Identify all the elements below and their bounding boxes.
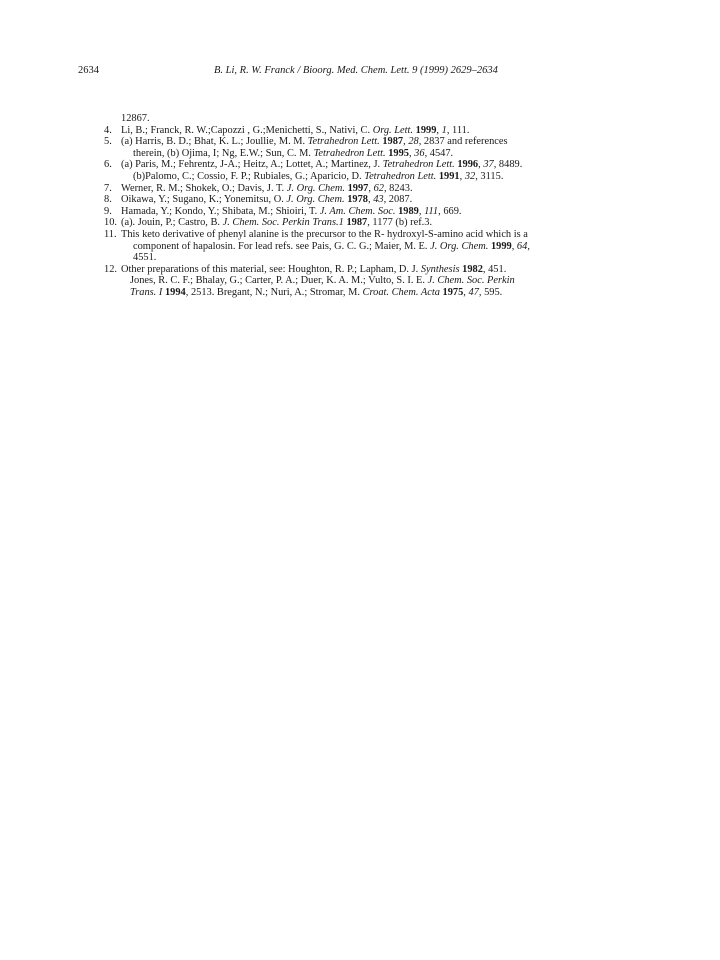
ref6-pages-a: 8489. bbox=[498, 159, 523, 171]
page-number: 2634 bbox=[78, 65, 99, 76]
ref8-number: 8. bbox=[104, 194, 112, 206]
ref7-number: 7. bbox=[104, 182, 112, 194]
ref5-number: 5. bbox=[104, 136, 112, 148]
ref6-journal-b: Tetrahedron Lett. bbox=[364, 170, 437, 182]
ref9-journal: J. Am. Chem. Soc. bbox=[319, 205, 396, 217]
ref5-pages-a: 2837 and references bbox=[423, 136, 508, 148]
ref12-authors-c: 2513. Bregant, N.; Nuri, A.; Stromar, M. bbox=[190, 286, 360, 298]
ref12-year-c: 1975 bbox=[442, 286, 464, 298]
ref5-journal-b: Tetrahedron Lett. bbox=[313, 147, 386, 159]
ref4-journal: Org. Lett. bbox=[372, 124, 414, 136]
ref4-year: 1999 bbox=[415, 124, 437, 136]
ref9-pages: 669. bbox=[443, 205, 462, 217]
ref12-journal-b: J. Chem. Soc. Perkin bbox=[427, 275, 515, 287]
ref9-authors: Hamada, Y.; Kondo, Y.; Shibata, M.; Shioiri, T. bbox=[121, 205, 318, 217]
ref10-authors: (a). Jouin, P.; Castro, B. bbox=[121, 217, 220, 229]
ref8-authors: Oikawa, Y.; Sugano, K.; Yonemitsu, O. bbox=[121, 194, 284, 206]
ref6-year-b: 1991 bbox=[438, 170, 460, 182]
ref11-year: 1999 bbox=[490, 240, 512, 252]
ref12-journal-c: Croat. Chem. Acta bbox=[362, 286, 440, 298]
ref5-authors-b: therein, (b) Ojima, I; Ng, E.W.; Sun, C. M. bbox=[133, 147, 311, 159]
reference-12: 12. Other preparations of this material, see: Houghton, R. P.; Lapham, D. J. Synthesis 1982, 451. Jones, R. C. F.; Bhalay, G.; Carter, P. A.; Duer, K. A. M.; Vulto, S. I. E. J. Chem. Soc. Perkin Trans. I 1994, 2513. Bregant, N.; Nuri, A.; Stromar, M. Croat. Chem. Acta 1975, 47, 595. bbox=[104, 263, 515, 298]
reference-6: 6. (a) Paris, M.; Fehrentz, J-A.; Heitz, A.; Lottet, A.; Martinez, J. Tetrahedron Lett. 1996, 37, 8489. (b)Palomo, C.; Cossio, F. P.; Rubiales, G.; Aparicio, D. Tetrahedron Lett. 1991, 32, 3115. bbox=[104, 159, 523, 182]
reference-list bbox=[104, 113, 624, 299]
ref6-volume-a: 37 bbox=[483, 159, 494, 171]
ref8-pages: 2087. bbox=[388, 194, 413, 206]
ref4-number: 4. bbox=[104, 124, 112, 136]
ref12-authors-b: Jones, R. C. F.; Bhalay, G.; Carter, P. A.; Duer, K. A. M.; Vulto, S. I. E. bbox=[130, 275, 425, 287]
ref6-year-a: 1996 bbox=[457, 159, 479, 171]
ref4-authors: Li, B.; Franck, R. W.;Capozzi , G.;Menichetti, S., Nativi, C. bbox=[121, 124, 371, 136]
ref12-year-a: 1982 bbox=[462, 263, 483, 275]
ref6-number: 6. bbox=[104, 159, 112, 171]
ref11-number: 11. bbox=[104, 228, 117, 240]
ref9-year: 1989 bbox=[398, 205, 419, 217]
ref9-volume: 111 bbox=[424, 205, 439, 217]
ref5-year-a: 1987 bbox=[382, 136, 404, 148]
ref5-volume-b: 36 bbox=[414, 147, 425, 159]
ref7-journal: J. Org. Chem. bbox=[286, 182, 345, 194]
ref9-number: 9. bbox=[104, 205, 112, 217]
ref5-authors-a: (a) Harris, B. D.; Bhat, K. L.; Joullie, M. M. bbox=[121, 136, 306, 148]
page-header bbox=[78, 65, 648, 81]
reference-9: 9. Hamada, Y.; Kondo, Y.; Shibata, M.; Shioiri, T. J. Am. Chem. Soc. 1989, 111, 669. bbox=[104, 205, 462, 217]
ref5-year-b: 1995 bbox=[388, 147, 409, 159]
ref8-volume: 43 bbox=[373, 194, 384, 206]
ref5-pages-b: 4547. bbox=[429, 147, 454, 159]
ref12-authors-a: Other preparations of this material, see: Houghton, R. P.; Lapham, D. J. bbox=[121, 263, 419, 275]
running-head: B. Li, R. W. Franck / Bioorg. Med. Chem. Lett. 9 (1999) 2629–2634 bbox=[214, 65, 498, 76]
ref11-volume: 64 bbox=[516, 240, 528, 252]
ref11-text-line2: component of hapalosin. For lead refs. see Pais, G. C. G.; Maier, M. E. bbox=[133, 240, 428, 252]
reference-10: 10. (a). Jouin, P.; Castro, B. J. Chem. Soc. Perkin Trans.1 1987, 1177 (b) ref.3. bbox=[104, 217, 433, 229]
ref12-journal-a: Synthesis bbox=[420, 263, 460, 275]
ref10-pages: 1177 (b) ref.3. bbox=[372, 217, 433, 229]
reference-3-continuation bbox=[104, 113, 624, 125]
ref7-pages: 8243. bbox=[389, 182, 413, 194]
ref12-pages-c: 595. bbox=[484, 286, 503, 298]
reference-8: 8. Oikawa, Y.; Sugano, K.; Yonemitsu, O. J. Org. Chem. 1978, 43, 2087. bbox=[104, 194, 413, 206]
ref11-pages: 4551. bbox=[133, 252, 157, 264]
reference-11: 11. This keto derivative of phenyl alanine is the precursor to the R- hydroxyl-S-amino acid which is a component of hapalosin. For lead refs. see Pais, G. C. G.; Maier, M. E. J. Org. Chem. 1999, 64, 4551. bbox=[104, 228, 530, 264]
ref6-authors-b: (b)Palomo, C.; Cossio, F. P.; Rubiales, G.; Aparicio, D. bbox=[133, 170, 362, 182]
ref12-journal-b-cont: Trans. I bbox=[130, 286, 163, 298]
ref8-year: 1978 bbox=[347, 194, 368, 206]
reference-7: 7. Werner, R. M.; Shokek, O.; Davis, J. T. J. Org. Chem. 1997, 62, 8243. bbox=[104, 182, 413, 194]
ref11-journal: J. Org. Chem. bbox=[430, 240, 489, 252]
ref6-pages-b: 3115. bbox=[480, 170, 504, 182]
ref6-journal-a: Tetrahedron Lett. bbox=[382, 159, 455, 171]
ref5-volume-a: 28 bbox=[408, 136, 419, 148]
ref4-volume: 1 bbox=[441, 124, 447, 136]
ref6-volume-b: 32 bbox=[464, 170, 476, 182]
reference-4: 4. Li, B.; Franck, R. W.;Capozzi , G.;Menichetti, S., Nativi, C. Org. Lett. 1999, 1, 111. bbox=[104, 124, 470, 136]
ref12-year-b: 1994 bbox=[164, 286, 186, 298]
ref10-journal: J. Chem. Soc. Perkin Trans.1 bbox=[222, 217, 344, 229]
ref7-authors: Werner, R. M.; Shokek, O.; Davis, J. T. bbox=[121, 182, 285, 194]
ref12-pages-a: 451. bbox=[488, 263, 507, 275]
ref10-year: 1987 bbox=[346, 217, 368, 229]
ref12-number: 12. bbox=[104, 263, 117, 275]
ref7-year: 1997 bbox=[347, 182, 369, 194]
ref12-volume-c: 47 bbox=[468, 286, 479, 298]
ref8-journal: J. Org. Chem. bbox=[286, 194, 345, 206]
ref5-journal-a: Tetrahedron Lett. bbox=[307, 136, 380, 148]
ref6-authors-a: (a) Paris, M.; Fehrentz, J-A.; Heitz, A.; Lottet, A.; Martinez, J. bbox=[121, 159, 381, 171]
ref4-pages: 111. bbox=[452, 124, 470, 136]
ref11-text-line1: This keto derivative of phenyl alanine is the precursor to the R- hydroxyl-S-amino acid which is a bbox=[121, 228, 528, 240]
ref10-number: 10. bbox=[104, 217, 117, 229]
reference-5: 5. (a) Harris, B. D.; Bhat, K. L.; Joullie, M. M. Tetrahedron Lett. 1987, 28, 2837 and references therein, (b) Ojima, I; Ng, E.W.; Sun, C. M. Tetrahedron Lett. 1995, 36, 4547. bbox=[104, 136, 508, 159]
ref3-text: 12867. bbox=[121, 113, 150, 124]
ref7-volume: 62 bbox=[373, 182, 384, 194]
